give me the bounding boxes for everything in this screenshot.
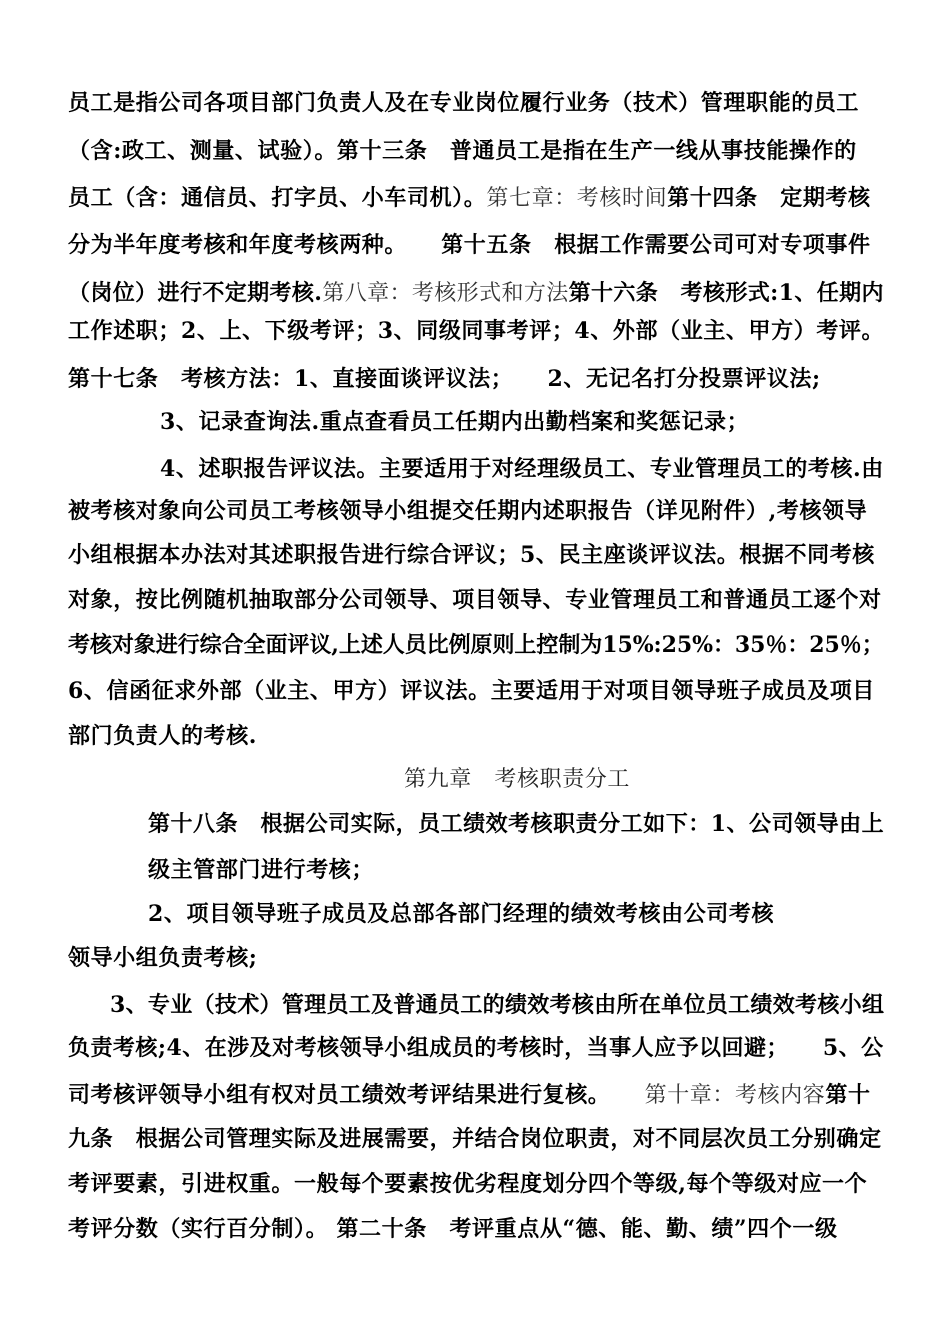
body-line: [68, 1080, 871, 1111]
body-line: 6、信函征求外部（业主、甲方）评议法。主要适用于对项目领导班子成员及项目: [68, 678, 875, 704]
body-line: 级主管部门进行考核；: [148, 857, 375, 883]
body-line: 工作述职；2、上、下级考评；3、同级同事考评；4、外部（业主、甲方）考评。: [68, 318, 885, 344]
body-line: （含:政工、测量、试验）。第十三条 普通员工是指在生产一线从事技能操作的: [68, 138, 857, 164]
chapter-9-heading: 第九章 考核职责分工: [404, 767, 631, 792]
text-run: 第十六条 考核形式:1、任期内: [568, 280, 884, 306]
body-line: 领导小组负责考核;: [68, 945, 258, 971]
body-line: 九条 根据公司管理实际及进展需要，并结合岗位职责，对不同层次员工分别确定: [68, 1126, 882, 1152]
chapter-8-heading: 第八章：考核形式和方法: [322, 281, 569, 306]
body-line: [68, 278, 884, 309]
text-run: 第十: [825, 1082, 871, 1108]
body-line: 部门负责人的考核.: [68, 723, 258, 749]
body-line: 考评分数（实行百分制）。 第二十条 考评重点从“德、能、勤、绩”四个一级: [68, 1216, 838, 1242]
text-run: 员工（含：通信员、打字员、小车司机）。: [68, 185, 487, 211]
body-line: 对象，按比例随机抽取部分公司领导、项目领导、专业管理员工和普通员工逐个对: [68, 587, 882, 613]
chapter-7-heading: 第七章：考核时间: [486, 186, 668, 211]
text-run: 第十四条 定期考核: [667, 185, 871, 211]
body-line: 考核对象进行综合全面评议,上述人员比例原则上控制为15%:25%：35％：25％；: [68, 632, 884, 658]
body-line: 3、专业（技术）管理员工及普通员工的绩效考核由所在单位员工绩效考核小组: [110, 992, 885, 1018]
body-line: 3、记录查询法.重点查看员工任期内出勤档案和奖惩记录；: [160, 409, 750, 435]
body-line: 考评要素，引进权重。一般每个要素按优劣程度划分四个等级,每个等级对应一个: [68, 1171, 868, 1197]
body-line: 员工是指公司各项目部门负责人及在专业岗位履行业务（技术）管理职能的员工: [68, 90, 860, 116]
chapter-10-heading: 第十章：考核内容: [644, 1083, 826, 1108]
body-line: [68, 183, 871, 214]
body-line: 负责考核;4、在涉及对考核领导小组成员的考核时，当事人应予以回避； 5、公: [68, 1035, 884, 1061]
body-line: 4、述职报告评议法。主要适用于对经理级员工、专业管理员工的考核.由: [160, 456, 884, 482]
body-line: 第十七条 考核方法：1、直接面谈评议法； 2、无记名打分投票评议法;: [68, 366, 821, 392]
body-line: 分为半年度考核和年度考核两种。 第十五条 根据工作需要公司可对专项事件: [68, 232, 871, 258]
body-line: 第十八条 根据公司实际，员工绩效考核职责分工如下：1、公司领导由上: [148, 811, 885, 837]
text-run: （岗位）进行不定期考核.: [68, 280, 323, 306]
body-line: 2、项目领导班子成员及总部各部门经理的绩效考核由公司考核: [148, 901, 775, 927]
text-run: 司考核评领导小组有权对员工绩效考评结果进行复核。: [68, 1082, 645, 1108]
body-line: 被考核对象向公司员工考核领导小组提交任期内述职报告（详见附件）,考核领导: [68, 498, 868, 524]
body-line: 小组根据本办法对其述职报告进行综合评议；5、民主座谈评议法。根据不同考核: [68, 542, 875, 568]
